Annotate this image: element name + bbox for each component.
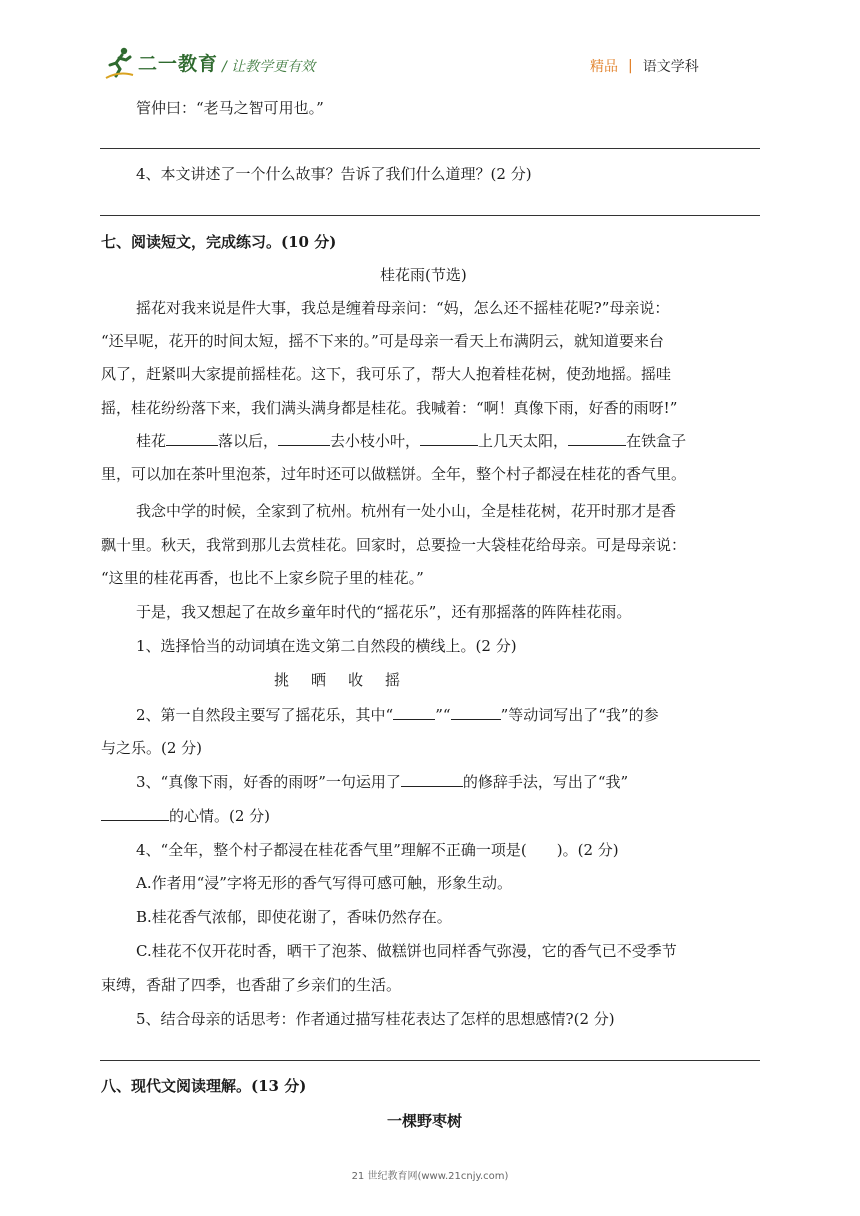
paragraph-line: 飘十里。秋天，我常到那儿去赏桂花。回家时，总要捡一大袋桂花给母亲。可是母亲说： (101, 536, 687, 554)
blank-4[interactable] (568, 431, 626, 446)
blank-5[interactable] (393, 705, 435, 720)
paragraph-line: 于是，我又想起了在故乡童年时代的“摇花乐”，还有那摇落的阵阵桂花雨。 (136, 603, 632, 621)
verb-options (274, 669, 400, 691)
section-7-heading: 七、阅读短文，完成练习。(10 分) (101, 233, 337, 251)
paragraph-line: “这里的桂花再香，也比不上家乡院子里的桂花。” (101, 569, 424, 587)
paragraph-line: “还早呢，花开的时间太短，摇不下来的。”可是母亲一看天上布满阴云，就知道要来台 (101, 332, 664, 350)
answer-line (100, 148, 760, 149)
text-fragment: 3、“真像下雨，好香的雨呀”一句运用了 (136, 773, 401, 791)
verb-option: 挑 (274, 671, 290, 689)
paragraph-line: 里，可以加在茶叶里泡茶，过年时还可以做糕饼。全年，整个村子都浸在桂花的香气里。 (101, 465, 687, 483)
option-a: A.作者用“浸”字将无形的香气写得可感可触，形象生动。 (136, 874, 512, 892)
verb-option: 晒 (311, 671, 327, 689)
answer-line (100, 1060, 760, 1061)
subject-label: 语文学科 (642, 59, 699, 75)
text-fragment: 在铁盒子 (626, 432, 687, 450)
paragraph-line: 摇花对我来说是件大事，我总是缠着母亲问：“妈，怎么还不摇桂花呢?”母亲说： (136, 299, 670, 317)
exercise-2 (136, 704, 659, 726)
brand-logo (104, 44, 218, 80)
text-fragment: 的心情。(2 分) (169, 807, 271, 825)
text-fragment: 桂花 (136, 432, 167, 450)
text-line: 管仲曰：“老马之智可用也。” (136, 99, 324, 117)
paragraph-line: 我念中学的时候，全家到了杭州。杭州有一处小山，全是桂花树，花开时那才是香 (136, 502, 677, 520)
answer-line (100, 215, 760, 216)
text-fragment: 落以后， (218, 432, 279, 450)
paragraph-line: 摇，桂花纷纷落下来，我们满头满身都是桂花。我喊着：“啊！真像下雨，好香的雨呀!” (101, 399, 678, 417)
option-b: B.桂花香气浓郁，即使花谢了，香味仍然存在。 (136, 908, 452, 926)
exercise-2-cont: 与之乐。(2 分) (101, 739, 203, 757)
text-fragment: 2、第一自然段主要写了摇花乐，其中“ (136, 706, 394, 724)
paragraph-line: 风了，赶紧叫大家提前摇桂花。这下，我可乐了，帮大人抱着桂花树，使劲地摇。摇哇 (101, 365, 672, 383)
section-8-heading: 八、现代文阅读理解。(13 分) (101, 1077, 307, 1095)
exercise-1: 1、选择恰当的动词填在选文第二自然段的横线上。(2 分) (136, 637, 517, 655)
exercise-4: 4、“全年，整个村子都浸在桂花香气里”理解不正确一项是( )。(2 分) (136, 841, 619, 859)
fill-blank-line (136, 430, 686, 452)
blank-3[interactable] (420, 431, 478, 446)
exercise-5: 5、结合母亲的话思考：作者通过描写桂花表达了怎样的思想感情?(2 分) (136, 1010, 615, 1028)
text-fragment: ”等动词写出了“我”的参 (500, 706, 659, 724)
blank-2[interactable] (278, 431, 330, 446)
exercise-3 (136, 771, 628, 793)
page-header (0, 0, 860, 90)
option-c-cont: 束缚，香甜了四季，也香甜了乡亲们的生活。 (101, 976, 402, 994)
brand-name: 二一教育 (138, 52, 219, 75)
blank-1[interactable] (166, 431, 218, 446)
blank-6[interactable] (451, 705, 501, 720)
question-4: 4、本文讲述了一个什么故事？告诉了我们什么道理？(2 分) (136, 165, 532, 183)
option-c: C.桂花不仅开花时香，晒干了泡茶、做糕饼也同样香气弥漫，它的香气已不受季节 (136, 942, 677, 960)
text-fragment: 去小枝小叶， (330, 432, 421, 450)
passage-title-8: 一棵野枣树 (387, 1112, 463, 1130)
verb-option: 摇 (385, 671, 401, 689)
header-divider: | (628, 58, 633, 74)
verb-option: 收 (348, 671, 364, 689)
runner-logo-icon (104, 45, 134, 79)
text-fragment: ”“ (435, 706, 451, 724)
blank-7[interactable] (401, 772, 463, 787)
blank-8[interactable] (101, 806, 169, 821)
brand-slogan: / 让教学更有效 (222, 59, 316, 75)
text-fragment: 上几天太阳， (478, 432, 569, 450)
premium-label: 精品 (590, 59, 618, 75)
passage-title: 桂花雨(节选) (380, 266, 467, 284)
page-footer: 21 世纪教育网(www.21cnjy.com) (351, 1171, 509, 1182)
text-fragment: 的修辞手法，写出了“我” (462, 773, 629, 791)
header-right (590, 56, 699, 76)
exercise-3-cont (101, 805, 270, 827)
